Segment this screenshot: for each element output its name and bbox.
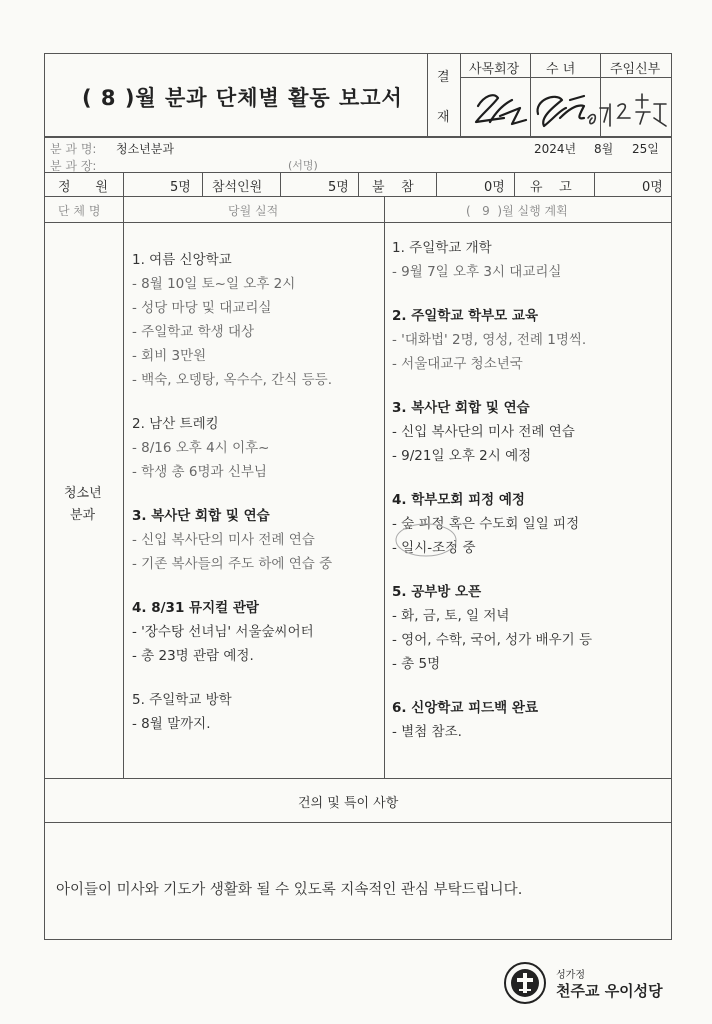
result-title: 5. 주일학교 방학 [132,692,232,708]
notes-text: 아이들이 미사와 기도가 생활화 될 수 있도록 지속적인 관심 부탁드립니다. [56,882,523,898]
result-item: - 신입 복사단의 미사 전례 연습 [132,532,315,548]
plans-column [392,236,668,744]
approval-label-bottom: 재 [437,110,450,125]
quota-value: 5명 [170,180,191,195]
head-label: 분 과 장: [50,159,97,173]
date-day: 25일 [632,142,659,156]
present-value: 5명 [328,180,349,195]
plan-item: - '대화법' 2명, 영성, 전례 1명씩. [392,332,587,348]
division-label: 분 과 명: [50,142,97,156]
result-item: - 기존 복사들의 주도 하에 연습 중 [132,556,333,572]
result-item: - 학생 총 6명과 신부님 [132,464,267,480]
excused-value: 0명 [642,180,663,195]
church-seal-icon [503,961,547,1005]
approver-sister: 수 녀 [546,62,576,77]
result-title: 4. 8/31 뮤지컬 관람 [132,600,259,616]
plan-title: 1. 주일학교 개학 [392,240,492,256]
result-title: 2. 남산 트레킹 [132,416,219,432]
plan-item: - 9/21일 오후 2시 예정 [392,448,532,464]
col-plans-header: ( 9 )월 실행 계획 [466,204,568,218]
result-item: - 주일학교 학생 대상 [132,324,255,340]
col-results-header: 당월 실적 [228,204,279,218]
plan-item: - 별첨 참조. [392,724,462,740]
result-item: - 회비 3만원 [132,348,207,364]
plan-item: - 서울대교구 청소년국 [392,356,523,372]
result-item: - 백숙, 오뎅탕, 옥수수, 간식 등등. [132,372,332,388]
report-title: ( 8 )월 분과 단체별 활동 보고서 [82,86,403,110]
division-value: 청소년분과 [116,142,174,156]
plan-item: - 9월 7일 오후 3시 대교리실 [392,264,562,280]
plan-item: - 신입 복사단의 미사 전례 연습 [392,424,575,440]
quota-label: 정 원 [58,180,108,195]
approver-pastor: 주임신부 [610,62,661,77]
col-group-header: 단 체 명 [58,204,101,218]
stamp-church-name: 천주교 우이성당 [556,982,663,1000]
result-title: 3. 복사단 회합 및 연습 [132,508,270,524]
result-title: 1. 여름 신앙학교 [132,252,232,268]
result-item: - 8월 10일 토~일 오후 2시 [132,276,296,292]
plan-item: - 총 5명 [392,656,441,672]
plan-title: 3. 복사단 회합 및 연습 [392,400,530,416]
approval-divider [427,53,428,137]
plan-item: - 화, 금, 토, 일 저녁 [392,608,510,624]
head-sign: (서명) [288,159,318,172]
result-item: - 성당 마당 및 대교리실 [132,300,272,316]
excused-label: 유 고 [530,180,572,195]
group-name-line2: 분과 [70,508,96,523]
pencil-circle-mark [392,520,462,560]
date-month: 8월 [594,142,614,156]
result-item: - 8월 말까지. [132,716,211,732]
plan-title: 6. 신앙학교 피드백 완료 [392,700,538,716]
date-year: 2024년 [534,142,577,156]
result-item: - '장수탕 선녀님' 서울숲씨어터 [132,624,314,640]
result-item: - 총 23명 관람 예정. [132,648,254,664]
stamp-top-label: 성가정 [556,970,585,981]
plan-title: 5. 공부방 오픈 [392,584,482,600]
signatures [460,78,672,137]
absent-value: 0명 [484,180,505,195]
plan-title: 2. 주일학교 학부모 교육 [392,308,538,324]
approval-label-top: 결 [437,70,450,85]
plan-title: 4. 학부모회 피정 예정 [392,492,525,508]
present-label: 참석인원 [212,180,263,195]
absent-label: 불 참 [372,180,414,195]
notes-header: 건의 및 특이 사항 [298,796,399,811]
approver-pastoral-council: 사목회장 [469,62,520,77]
results-column [132,248,380,736]
group-name-line1: 청소년 [64,486,102,501]
result-item: - 8/16 오후 4시 이후~ [132,440,270,456]
plan-item: - 일시-조정 중 [392,540,476,556]
plan-item: - 숲 피정 혹은 수도회 일일 피정 [392,516,580,532]
plan-item: - 영어, 수학, 국어, 성가 배우기 등 [392,632,592,648]
